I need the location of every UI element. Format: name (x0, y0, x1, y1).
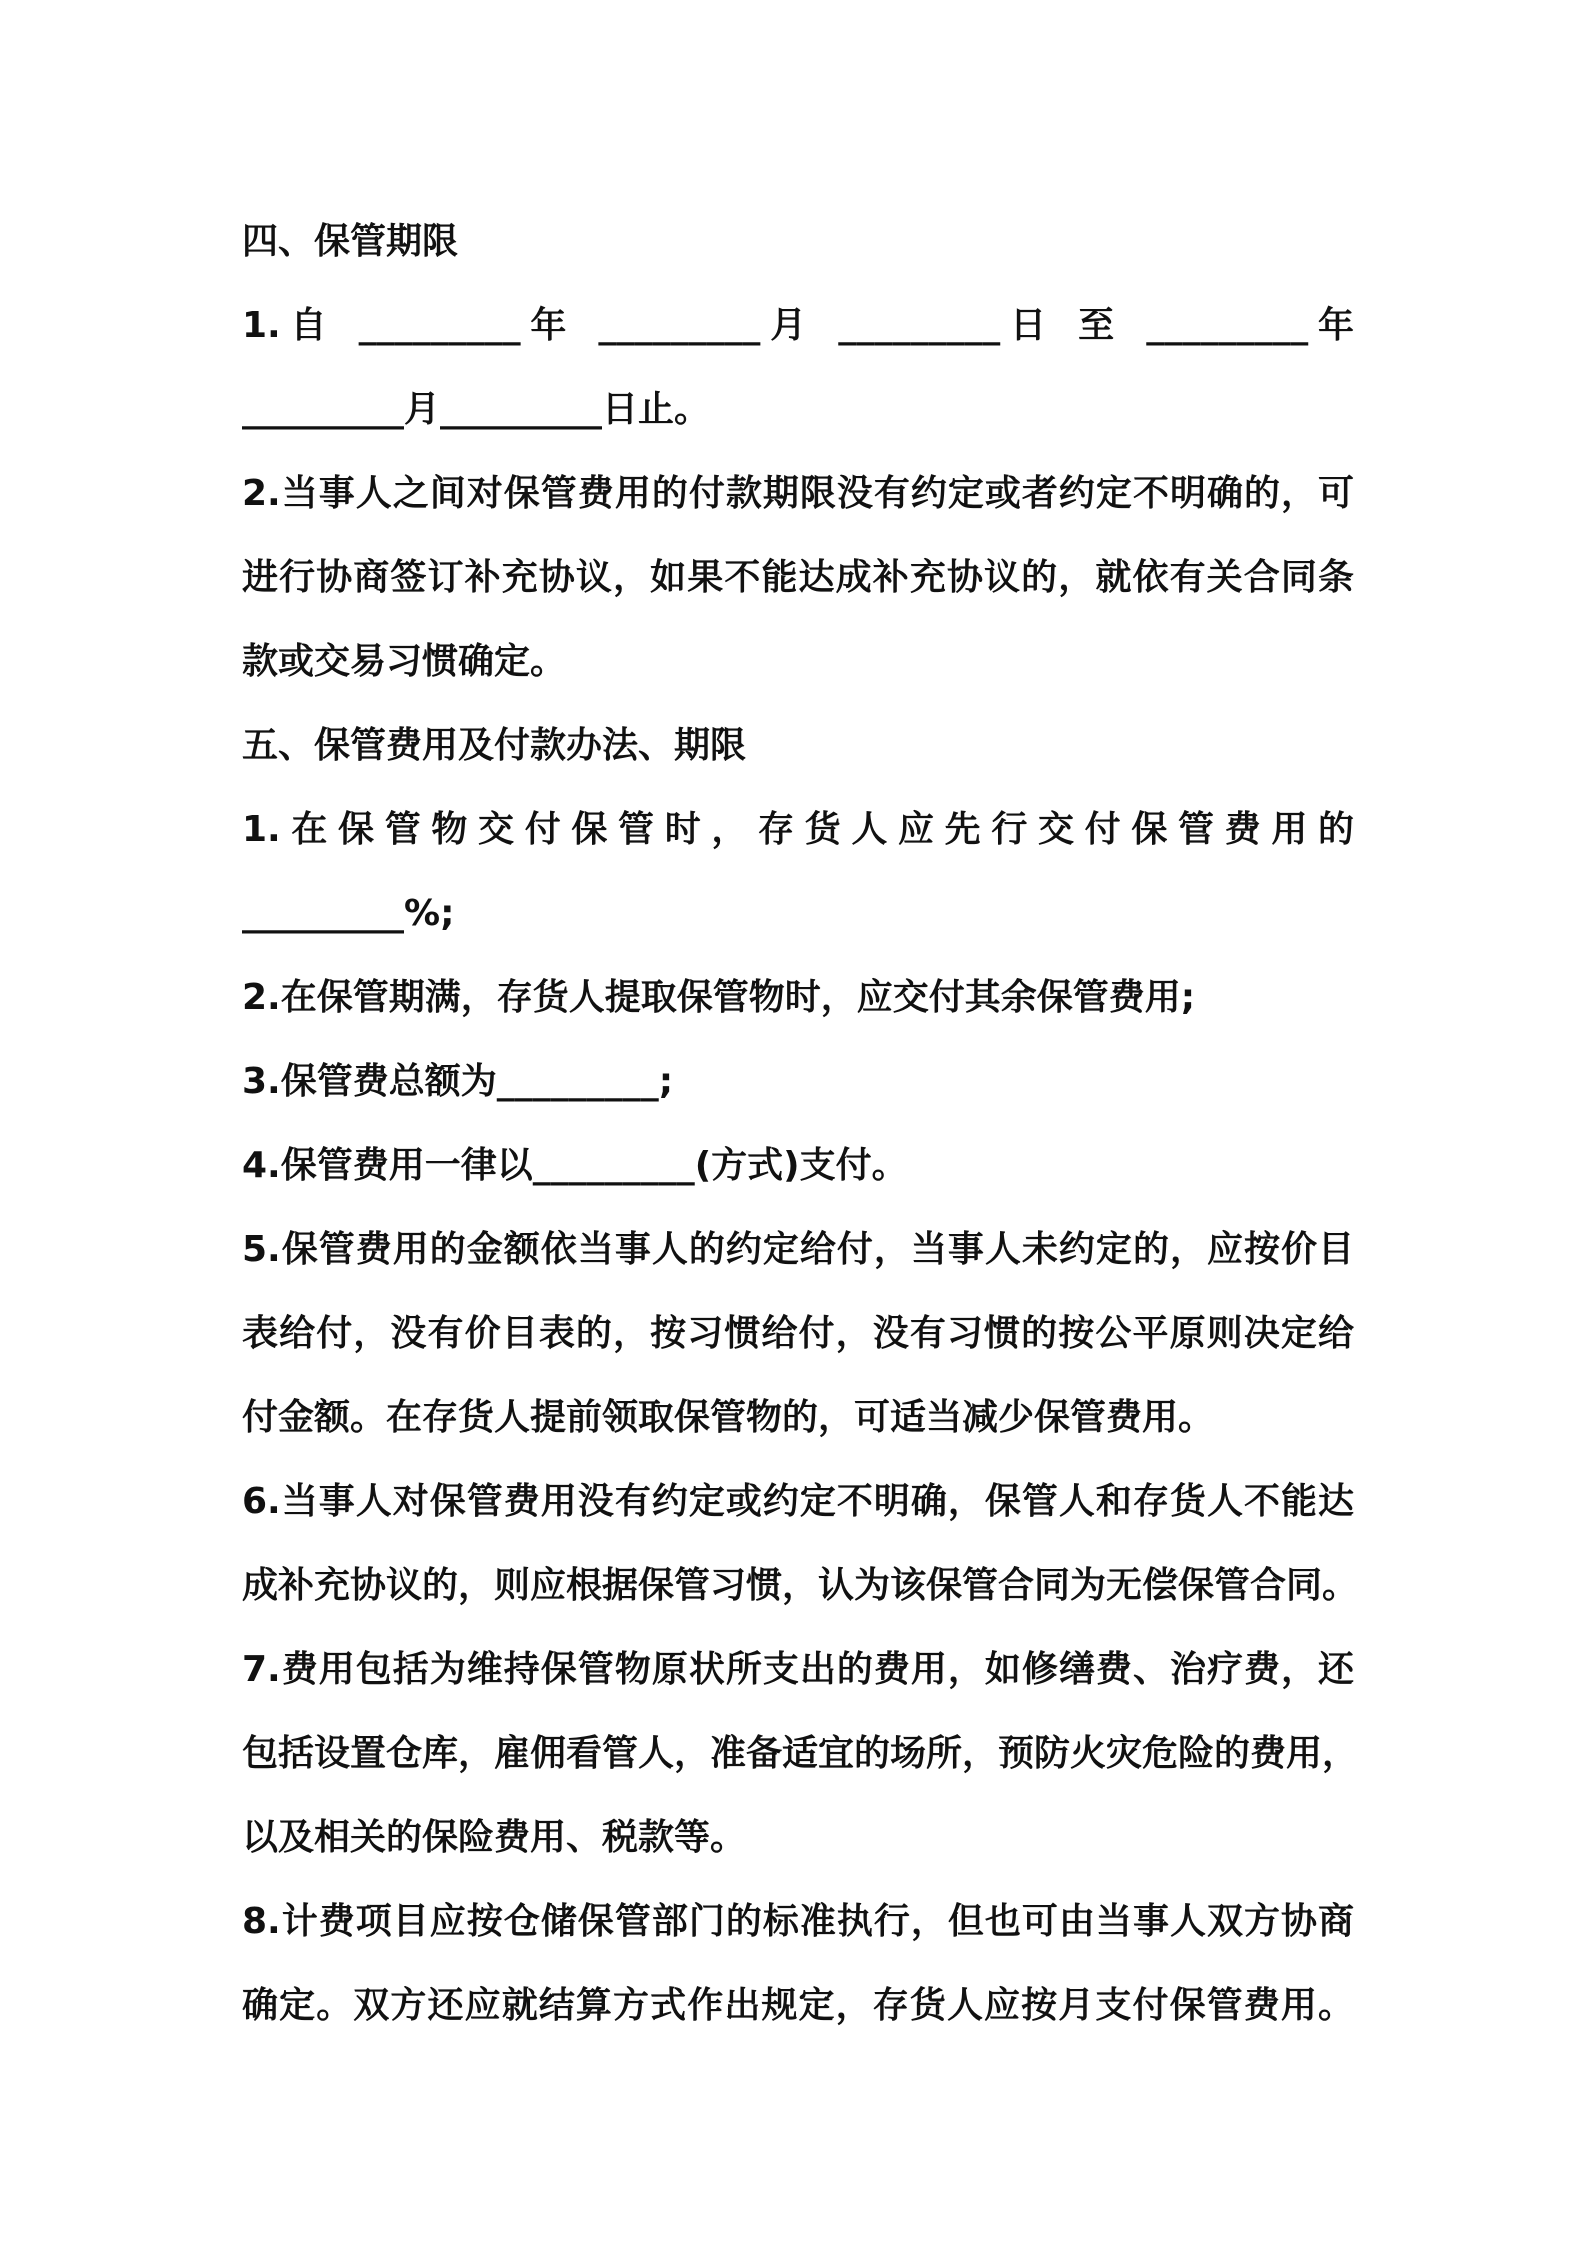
clause-fees-7-line-1: 7.费用包括为维持保管物原状所支出的费用，如修缮费、治疗费，还 (242, 1649, 1354, 1690)
clause-fees-2: 2.在保管期满，存货人提取保管物时，应交付其余保管费用; (242, 977, 1196, 1018)
clause-storage-period-2-line-1: 2.当事人之间对保管费用的付款期限没有约定或者约定不明确的，可 (242, 473, 1354, 514)
clause-fees-5-line-3: 付金额。在存货人提前领取保管物的，可适当减少保管费用。 (242, 1397, 1215, 1438)
clause-fees-3: 3.保管费总额为_________; (242, 1061, 674, 1102)
clause-fees-4: 4.保管费用一律以_________(方式)支付。 (242, 1145, 908, 1186)
clause-fees-8-line-1: 8.计费项目应按仓储保管部门的标准执行，但也可由当事人双方协商 (242, 1901, 1354, 1942)
clause-fees-1-line-2: _________%; (242, 893, 455, 934)
clause-fees-6-line-2: 成补充协议的，则应根据保管习惯，认为该保管合同为无偿保管合同。 (242, 1565, 1359, 1606)
clause-storage-period-2-line-2: 进行协商签订补充协议，如果不能达成补充协议的，就依有关合同条 (242, 557, 1354, 598)
clause-fees-6-line-1: 6.当事人对保管费用没有约定或约定不明确，保管人和存货人不能达 (242, 1481, 1354, 1522)
clause-fees-1-line-1: 1.在保管物交付保管时，存货人应先行交付保管费用的 (242, 809, 1354, 850)
section-heading-fees-payment: 五、保管费用及付款办法、期限 (242, 725, 747, 766)
document-body (242, 200, 1359, 2048)
clause-fees-7-line-3: 以及相关的保险费用、税款等。 (242, 1817, 747, 1858)
clause-fees-5-line-2: 表给付，没有价目表的，按习惯给付，没有习惯的按公平原则决定给 (242, 1313, 1354, 1354)
clause-storage-period-1-start: 1.自 _________年 _________月 _________日 至 _________年 (242, 305, 1355, 346)
section-heading-storage-period: 四、保管期限 (242, 221, 459, 262)
clause-fees-8-line-2: 确定。双方还应就结算方式作出规定，存货人应按月支付保管费用。 (242, 1985, 1354, 2026)
clause-fees-7-line-2: 包括设置仓库，雇佣看管人，准备适宜的场所，预防火灾危险的费用， (242, 1733, 1359, 1774)
clause-storage-period-2-line-3: 款或交易习惯确定。 (242, 641, 567, 682)
clause-storage-period-1-end: _________月_________日止。 (242, 389, 711, 430)
clause-fees-5-line-1: 5.保管费用的金额依当事人的约定给付，当事人未约定的，应按价目 (242, 1229, 1354, 1270)
